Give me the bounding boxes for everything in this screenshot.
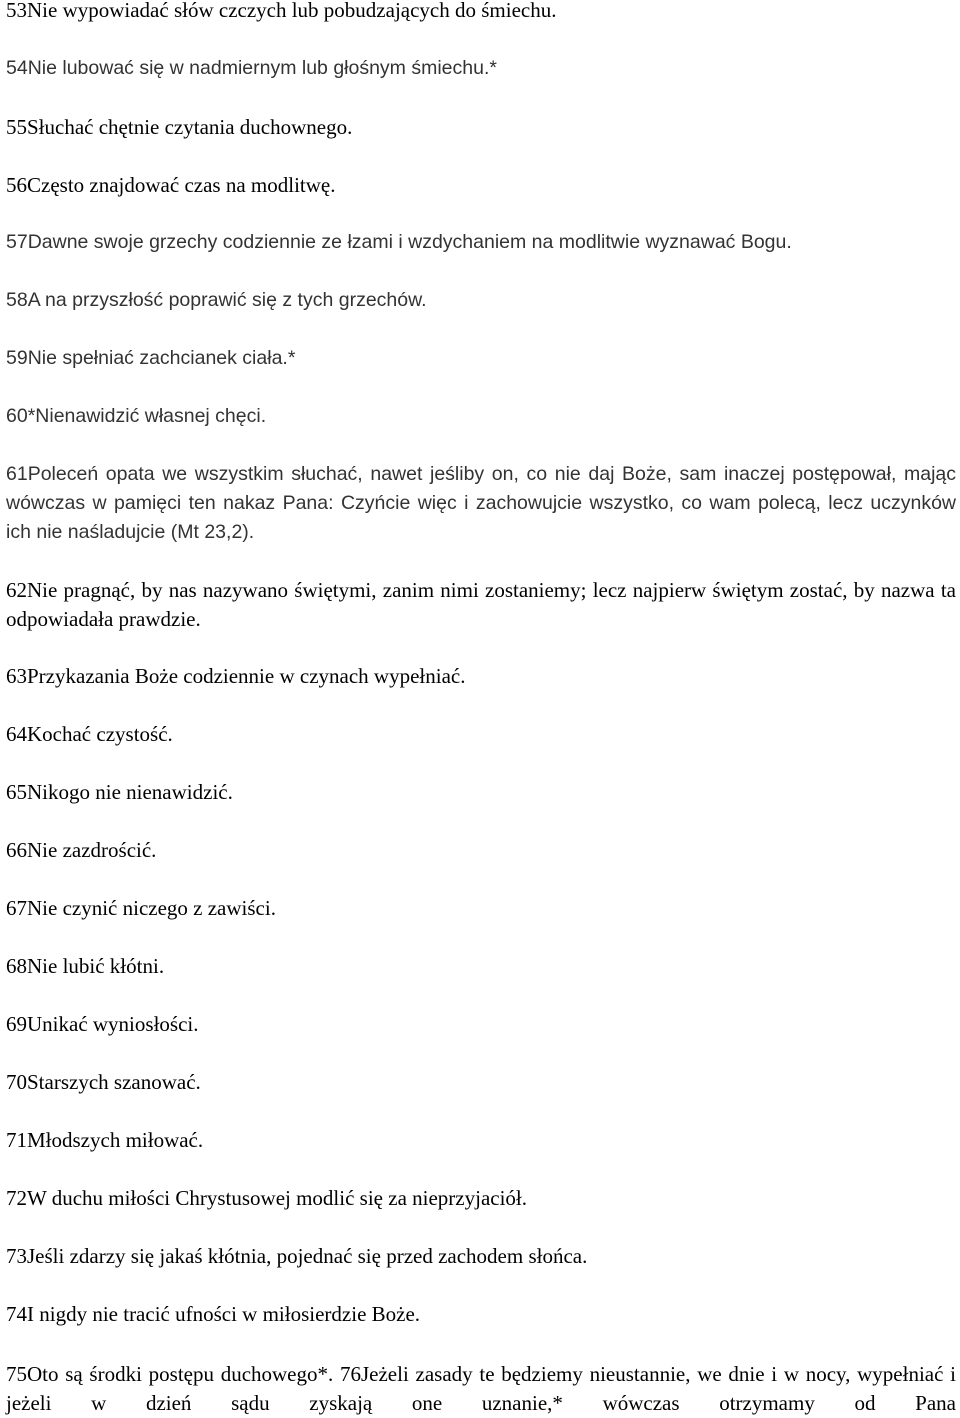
rule-61: 61Poleceń opata we wszystkim słuchać, nawet jeśliby on, co nie daj Boże, sam inaczej postępował, mając wówczas w pamięci ten nakaz Pana: Czyńcie więc i zachowujcie wszystko, co wam polecą, lecz uczynków ich nie naśladujcie (Mt 23,2). — [6, 463, 956, 543]
rule-69: 69Unikać wyniosłości. — [6, 1012, 199, 1036]
rule-71: 71Młodszych miłować. — [6, 1128, 204, 1152]
rule-59: 59Nie spełniać zachcianek ciała.* — [6, 347, 296, 369]
rule-73: 73Jeśli zdarzy się jakaś kłótnia, pojednać się przed zachodem słońca. — [6, 1244, 588, 1268]
rule-74: 74I nigdy nie tracić ufności w miłosierdzie Boże. — [6, 1302, 421, 1326]
rule-63: 63Przykazania Boże codziennie w czynach wypełniać. — [6, 664, 466, 688]
rule-55: 55Słuchać chętnie czytania duchownego. — [6, 115, 353, 139]
rule-65: 65Nikogo nie nienawidzić. — [6, 780, 233, 804]
rule-64: 64Kochać czystość. — [6, 722, 173, 746]
rule-53: 53Nie wypowiadać słów czczych lub pobudzających do śmiechu. — [6, 0, 557, 22]
rule-67: 67Nie czynić niczego z zawiści. — [6, 896, 276, 920]
rule-70: 70Starszych szanować. — [6, 1070, 201, 1094]
rule-54: 54Nie lubować się w nadmiernym lub głośnym śmiechu.* — [6, 57, 497, 79]
rule-62: 62Nie pragnąć, by nas nazywano świętymi, zanim nimi zostaniemy; lecz najpierw świętym zostać, by nazwa ta odpowiadała prawdzie. — [6, 578, 956, 631]
rule-56: 56Często znajdować czas na modlitwę. — [6, 173, 336, 197]
rule-66: 66Nie zazdrościć. — [6, 838, 157, 862]
rule-72: 72W duchu miłości Chrystusowej modlić się za nieprzyjaciół. — [6, 1186, 528, 1210]
rule-60: 60*Nienawidzić własnej chęci. — [6, 405, 267, 427]
rule-58: 58A na przyszłość poprawić się z tych grzechów. — [6, 289, 427, 311]
rule-57: 57Dawne swoje grzechy codziennie ze łzami i wzdychaniem na modlitwie wyznawać Bogu. — [6, 231, 792, 253]
rule-68: 68Nie lubić kłótni. — [6, 954, 165, 978]
rule-75-76: 75Oto są środki postępu duchowego*. 76Jeżeli zasady te będziemy nieustannie, we dnie i w nocy, wypełniać i jeżeli w dzień sądu zyskają one uznanie,* wówczas otrzymamy od Pana — [6, 1362, 956, 1415]
